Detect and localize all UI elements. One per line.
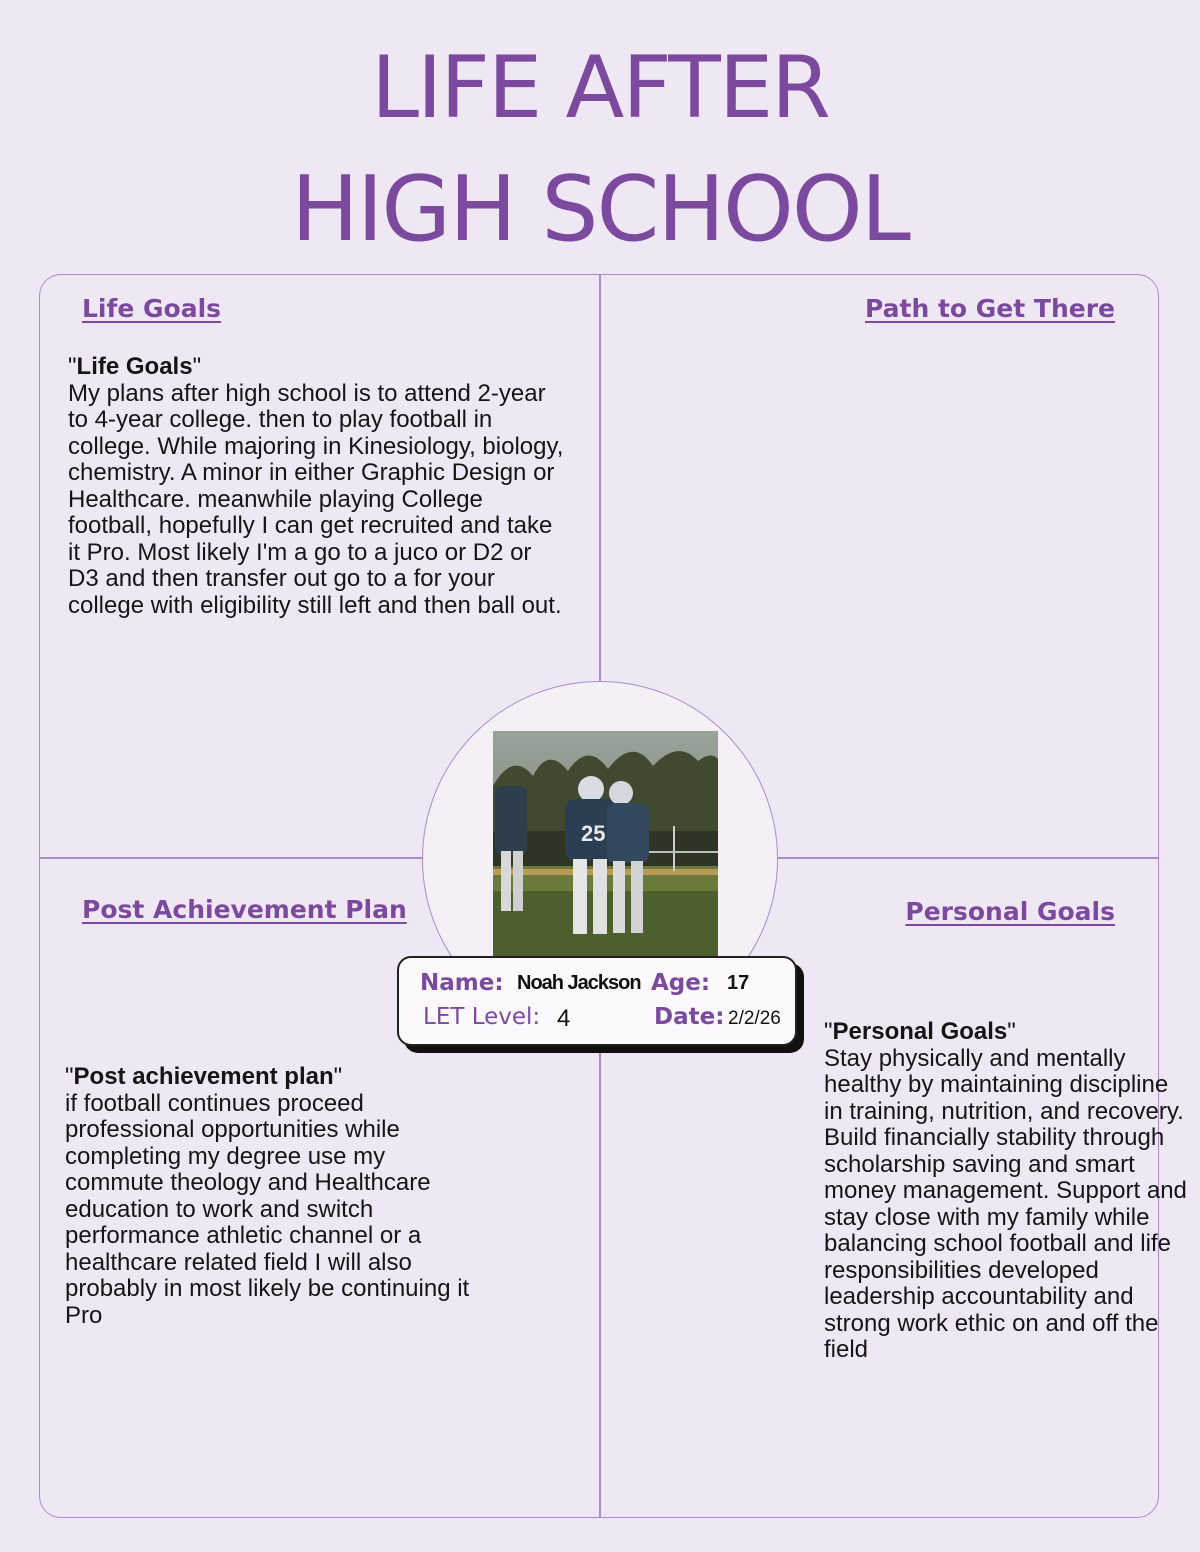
post-plan-heading: Post Achievement Plan [82, 895, 407, 924]
divider-vertical-bottom [599, 1037, 601, 1517]
page-title-line-2: HIGH SCHOOL [291, 157, 909, 262]
divider-vertical-top [599, 275, 601, 681]
life-goals-label: Life Goals [76, 353, 193, 380]
personal-goals-heading: Personal Goals [905, 897, 1115, 926]
info-card [397, 956, 797, 1046]
date-value: 2/2/26 [728, 1008, 781, 1029]
life-goals-block: "Life Goals" My plans after high school is to attend 2-year to 4-year college. then to play football in college. While majoring in Kinesiology, biology, chemistry. A minor in either Graphic Design or Healthcare. meanwhile playing College football, hopefully I can get recruited and take it Pro. Most likely I'm a go to a juco or D2 or D3 and then transfer out go to a for your college with eligibility still left and then ball out. [68, 354, 568, 619]
page-title-line-1: LIFE AFTER [371, 38, 829, 138]
life-goals-heading: Life Goals [82, 294, 222, 323]
name-value: Noah Jackson [517, 972, 641, 994]
post-plan-block: "Post achievement plan" if football continues proceed professional opportunities while completing my degree use my commute theology and Healthcare education to work and switch performance athletic channel or a healthcare related field I will also probably in most likely be continuing it Pro [65, 1064, 473, 1329]
let-level-label: LET Level: [423, 1004, 541, 1030]
personal-goals-label: Personal Goals [832, 1018, 1008, 1045]
post-plan-label: Post achievement plan [73, 1063, 334, 1090]
life-goals-text: My plans after high school is to attend 2-year to 4-year college. then to play football in college. While majoring in Kinesiology, biology, chemistry. A minor in either Graphic Design or Healthcare. meanwhile playing College football, hopefully I can get recruited and take it Pro. Most likely I'm a go to a juco or D2 or D3 and then transfer out go to a for your college with eligibility still left and then ball out. [68, 379, 564, 619]
path-heading: Path to Get There [864, 294, 1115, 323]
football-players-photo [493, 731, 718, 959]
let-level-value: 4 [557, 1005, 571, 1032]
svg-text:25: 25 [581, 821, 606, 846]
divider-horizontal-right [778, 857, 1158, 859]
age-label: Age: [651, 970, 711, 996]
name-label: Name: [420, 970, 504, 996]
age-value: 17 [727, 972, 750, 994]
divider-horizontal-left [40, 857, 422, 859]
personal-goals-text: Stay physically and mentally healthy by maintaining discipline in training, nutrition, and recovery. Build financially stability through scholarship saving and smart money management. Support and stay close with my family while balancing school football and life responsibilities developed leadership accountability and strong work ethic on and off the field [824, 1044, 1187, 1363]
post-plan-text: if football continues proceed professional opportunities while completing my degree use my commute theology and Healthcare education to work and switch performance athletic channel or a healthcare related field I will also probably in most likely be continuing it Pro [65, 1089, 470, 1329]
personal-goals-block: "Personal Goals" Stay physically and mentally healthy by maintaining discipline in training, nutrition, and recovery. Build financially stability through scholarship saving and smart money management. Support and stay close with my family while balancing school football and life responsibilities developed leadership accountability and strong work ethic on and off the field [824, 1019, 1192, 1364]
date-label: Date: [654, 1004, 725, 1030]
